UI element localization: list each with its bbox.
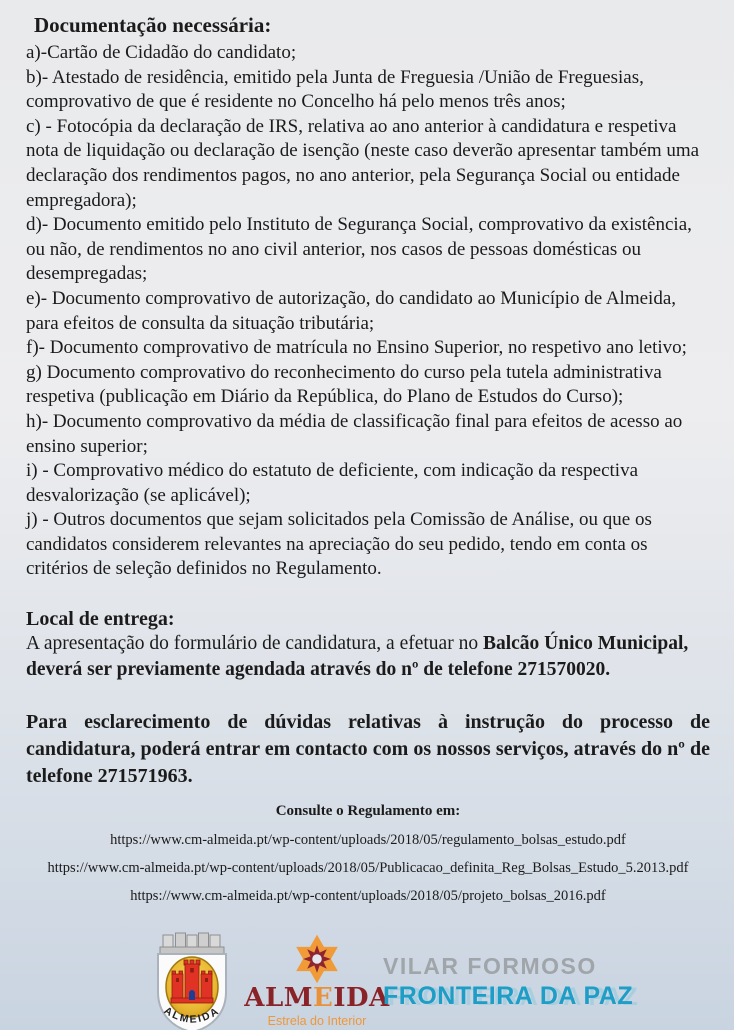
regulation-link: https://www.cm-almeida.pt/wp-content/uploads/2018/05/regulamento_bolsas_estudo.pdf	[110, 832, 626, 849]
delivery-heading: Local de entrega:	[26, 608, 175, 631]
regulation-link: https://www.cm-almeida.pt/wp-content/uploads/2018/05/Publicacao_definita_Reg_Bolsas_Estudo_5.2013.pdf	[47, 860, 689, 877]
doc-item-j: j) - Outros documentos que sejam solicitados pela Comissão de Análise, ou que os candidatos considerem relevantes na apreciação do seu pedido, tendo em conta os critérios de seleção definidos no Regulamento.	[26, 509, 652, 580]
almeida-wordmark	[244, 985, 389, 1011]
delivery-bold: Balcão Único Municipal, deverá ser previamente agendada através do nº de telefone 271570020	[26, 633, 689, 681]
delivery-paragraph	[26, 631, 710, 683]
page-title: Documentação necessária:	[34, 13, 272, 37]
doc-item-i: i) - Comprovativo médico do estatuto de deficiente, com indicação da respectiva desvalorização (se aplicável);	[26, 460, 638, 506]
doc-item-d: d)- Documento emitido pelo Instituto de Segurança Social, comprovativo da existência, ou não, de rendimentos no ano civil anterior, nos casos de pessoas domésticas ou desempregadas;	[26, 214, 692, 285]
contact-paragraph: Para esclarecimento de dúvidas relativas à instrução do processo de candidatura, poderá entrar em contacto com os nossos serviços, através do nº de telefone 271571963.	[26, 711, 710, 788]
wordmark-part-1: ALM	[244, 983, 314, 1013]
delivery-suffix: .	[605, 659, 611, 681]
delivery-intro: A apresentação do formulário de candidatura, a efetuar no	[26, 633, 483, 655]
almeida-coat-of-arms-icon	[146, 930, 238, 1030]
city-lockup	[383, 952, 633, 1011]
crest-banner-label: ALMEIDA	[161, 1004, 223, 1026]
document-body	[26, 10, 710, 910]
city-line-fronteira-da-paz: FRONTEIRA DA PAZ	[383, 982, 634, 1010]
brand-tagline: Estrela do Interior	[267, 1014, 367, 1028]
doc-item-f: f)- Documento comprovativo de matrícula no Ensino Superior, no respetivo ano letivo;	[26, 337, 687, 359]
wordmark-part-3: IDA	[333, 983, 390, 1013]
doc-item-g: g) Documento comprovativo do reconhecimento do curso pela tutela administrativa respetiva (publicação em Diário da República, do Plano de Estudos do Curso);	[26, 361, 662, 408]
doc-item-h: h)- Documento comprovativo da média de classificação final para efeitos de acesso ao ensino superior;	[26, 410, 683, 457]
regulation-link: https://www.cm-almeida.pt/wp-content/uploads/2018/05/projeto_bolsas_2016.pdf	[130, 888, 606, 905]
doc-item-e: e)- Documento comprovativo de autorização, do candidato ao Município de Almeida, para efeitos de consulta da situação tributária;	[26, 287, 677, 334]
almeida-star-icon	[291, 933, 343, 985]
almeida-brand-logo	[246, 933, 388, 1028]
city-line-vilar-formoso: VILAR FORMOSO	[383, 953, 597, 979]
wordmark-part-2: E	[313, 983, 334, 1013]
mural-crown-icon	[160, 933, 224, 954]
doc-item-a: a)-Cartão de Cidadão do candidato;	[26, 42, 297, 63]
doc-item-b: b)- Atestado de residência, emitido pela Junta de Freguesia /União de Freguesias, comprovativo de que é residente no Concelho há pelo menos três anos;	[26, 66, 644, 113]
regulation-heading: Consulte o Regulamento em:	[275, 803, 461, 820]
doc-item-c: c) - Fotocópia da declaração de IRS, relativa ao ano anterior à candidatura e respetiva nota de liquidação ou declaração de isenção (neste caso deverão apresentar também uma declaração dos rendimentos pagos, no ano anterior, pela Segurança Social ou entidade empregadora);	[26, 115, 700, 211]
